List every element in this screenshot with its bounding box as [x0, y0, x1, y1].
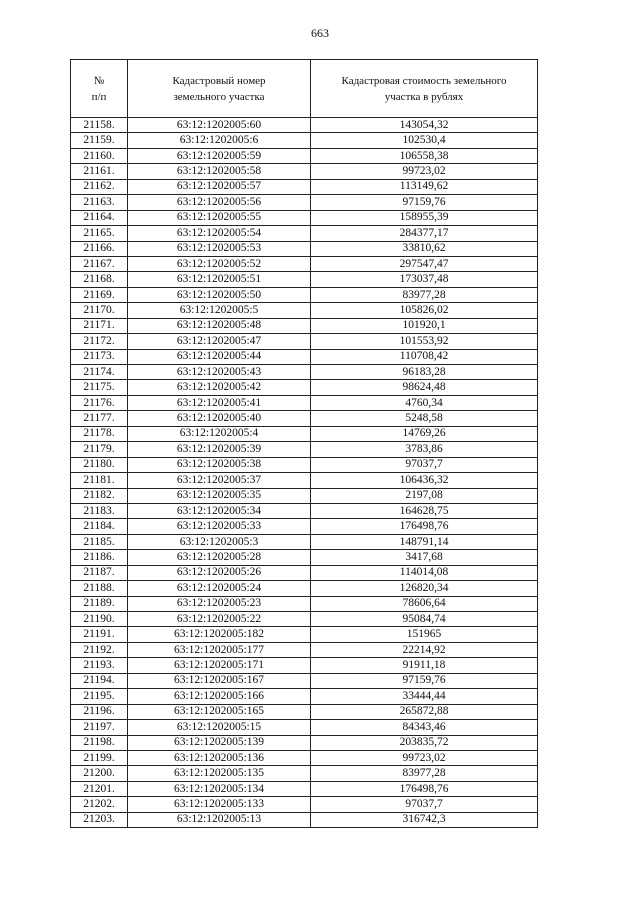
cell-cadastral-value: 173037,48 — [311, 272, 538, 287]
cell-cadastral-value: 176498,76 — [311, 781, 538, 796]
table-row — [71, 195, 538, 210]
cell-index: 21197. — [71, 720, 128, 735]
table-row — [71, 720, 538, 735]
cell-index: 21191. — [71, 627, 128, 642]
cell-cadastral-value: 113149,62 — [311, 179, 538, 194]
cell-cadastral-value: 148791,14 — [311, 534, 538, 549]
cell-cadastral-number: 63:12:1202005:40 — [128, 411, 311, 426]
cell-cadastral-number: 63:12:1202005:22 — [128, 612, 311, 627]
cell-index: 21160. — [71, 148, 128, 163]
cell-cadastral-value: 265872,88 — [311, 704, 538, 719]
cell-cadastral-value: 4760,34 — [311, 395, 538, 410]
table-row — [71, 627, 538, 642]
table-row — [71, 133, 538, 148]
cell-cadastral-number: 63:12:1202005:171 — [128, 658, 311, 673]
cell-cadastral-number: 63:12:1202005:35 — [128, 488, 311, 503]
cell-cadastral-number: 63:12:1202005:42 — [128, 380, 311, 395]
cell-index: 21173. — [71, 349, 128, 364]
table-row — [71, 164, 538, 179]
cell-index: 21179. — [71, 442, 128, 457]
cell-index: 21185. — [71, 534, 128, 549]
cell-index: 21198. — [71, 735, 128, 750]
cell-index: 21165. — [71, 226, 128, 241]
cell-index: 21200. — [71, 766, 128, 781]
cell-cadastral-number: 63:12:1202005:139 — [128, 735, 311, 750]
cell-cadastral-number: 63:12:1202005:3 — [128, 534, 311, 549]
cell-index: 21203. — [71, 812, 128, 827]
table-row — [71, 642, 538, 657]
table-row — [71, 812, 538, 827]
table-row — [71, 442, 538, 457]
table-row — [71, 426, 538, 441]
cell-cadastral-number: 63:12:1202005:58 — [128, 164, 311, 179]
cell-cadastral-number: 63:12:1202005:57 — [128, 179, 311, 194]
cell-cadastral-value: 151965 — [311, 627, 538, 642]
cell-cadastral-number: 63:12:1202005:33 — [128, 519, 311, 534]
cell-cadastral-number: 63:12:1202005:165 — [128, 704, 311, 719]
table-row — [71, 565, 538, 580]
cell-index: 21187. — [71, 565, 128, 580]
cell-cadastral-value: 101553,92 — [311, 334, 538, 349]
cadastral-table — [70, 59, 538, 828]
table-row — [71, 596, 538, 611]
cell-index: 21178. — [71, 426, 128, 441]
cell-index: 21192. — [71, 642, 128, 657]
cell-cadastral-value: 158955,39 — [311, 210, 538, 225]
table-row — [71, 658, 538, 673]
cell-cadastral-number: 63:12:1202005:60 — [128, 118, 311, 133]
table-row — [71, 673, 538, 688]
cell-cadastral-value: 126820,34 — [311, 581, 538, 596]
cell-cadastral-number: 63:12:1202005:47 — [128, 334, 311, 349]
table-row — [71, 781, 538, 796]
header-index: № п/п — [71, 60, 128, 118]
header-cadastral-number: Кадастровый номер земельного участка — [128, 60, 311, 118]
cell-index: 21184. — [71, 519, 128, 534]
cell-cadastral-number: 63:12:1202005:38 — [128, 457, 311, 472]
cell-cadastral-value: 2197,08 — [311, 488, 538, 503]
cell-index: 21172. — [71, 334, 128, 349]
cell-cadastral-number: 63:12:1202005:44 — [128, 349, 311, 364]
cell-index: 21188. — [71, 581, 128, 596]
cell-cadastral-value: 95084,74 — [311, 612, 538, 627]
cell-cadastral-value: 98624,48 — [311, 380, 538, 395]
table-row — [71, 473, 538, 488]
cell-cadastral-number: 63:12:1202005:56 — [128, 195, 311, 210]
table-row — [71, 365, 538, 380]
cell-cadastral-value: 297547,47 — [311, 256, 538, 271]
table-row — [71, 272, 538, 287]
cell-cadastral-number: 63:12:1202005:39 — [128, 442, 311, 457]
cell-cadastral-value: 33444,44 — [311, 689, 538, 704]
cell-index: 21170. — [71, 303, 128, 318]
cell-index: 21161. — [71, 164, 128, 179]
table-row — [71, 334, 538, 349]
cell-cadastral-number: 63:12:1202005:135 — [128, 766, 311, 781]
cell-cadastral-value: 99723,02 — [311, 750, 538, 765]
table-row — [71, 287, 538, 302]
table-row — [71, 349, 538, 364]
table-row — [71, 179, 538, 194]
cell-cadastral-number: 63:12:1202005:177 — [128, 642, 311, 657]
cell-cadastral-number: 63:12:1202005:52 — [128, 256, 311, 271]
table-row — [71, 226, 538, 241]
cell-cadastral-value: 97159,76 — [311, 673, 538, 688]
cell-cadastral-value: 91911,18 — [311, 658, 538, 673]
table-row — [71, 704, 538, 719]
table-row — [71, 735, 538, 750]
table-row — [71, 148, 538, 163]
cell-cadastral-value: 3417,68 — [311, 550, 538, 565]
cell-cadastral-value: 102530,4 — [311, 133, 538, 148]
cell-cadastral-number: 63:12:1202005:48 — [128, 318, 311, 333]
cell-cadastral-number: 63:12:1202005:59 — [128, 148, 311, 163]
cell-index: 21190. — [71, 612, 128, 627]
cell-index: 21199. — [71, 750, 128, 765]
cell-cadastral-number: 63:12:1202005:51 — [128, 272, 311, 287]
cell-index: 21180. — [71, 457, 128, 472]
page-number: 663 — [311, 26, 329, 40]
table-row — [71, 118, 538, 133]
cell-cadastral-number: 63:12:1202005:24 — [128, 581, 311, 596]
cell-cadastral-number: 63:12:1202005:134 — [128, 781, 311, 796]
cell-cadastral-value: 114014,08 — [311, 565, 538, 580]
table-row — [71, 766, 538, 781]
cell-index: 21175. — [71, 380, 128, 395]
cell-cadastral-value: 78606,64 — [311, 596, 538, 611]
cell-cadastral-value: 83977,28 — [311, 766, 538, 781]
cell-cadastral-number: 63:12:1202005:13 — [128, 812, 311, 827]
table-header — [71, 60, 538, 118]
cell-cadastral-number: 63:12:1202005:136 — [128, 750, 311, 765]
cell-index: 21182. — [71, 488, 128, 503]
cell-cadastral-number: 63:12:1202005:133 — [128, 797, 311, 812]
cell-cadastral-number: 63:12:1202005:50 — [128, 287, 311, 302]
table-row — [71, 612, 538, 627]
table-row — [71, 750, 538, 765]
cell-cadastral-number: 63:12:1202005:37 — [128, 473, 311, 488]
cell-cadastral-value: 96183,28 — [311, 365, 538, 380]
table-row — [71, 519, 538, 534]
table-row — [71, 210, 538, 225]
table-row — [71, 581, 538, 596]
cell-cadastral-value: 5248,58 — [311, 411, 538, 426]
cell-index: 21168. — [71, 272, 128, 287]
table-row — [71, 256, 538, 271]
cell-cadastral-value: 316742,3 — [311, 812, 538, 827]
cell-cadastral-number: 63:12:1202005:53 — [128, 241, 311, 256]
cell-cadastral-value: 3783,86 — [311, 442, 538, 457]
cell-cadastral-value: 105826,02 — [311, 303, 538, 318]
cell-index: 21193. — [71, 658, 128, 673]
header-cadastral-value: Кадастровая стоимость земельного участка в рублях — [311, 60, 538, 118]
cell-index: 21202. — [71, 797, 128, 812]
table-row — [71, 534, 538, 549]
cell-index: 21196. — [71, 704, 128, 719]
cell-index: 21167. — [71, 256, 128, 271]
table-row — [71, 797, 538, 812]
cell-cadastral-value: 97037,7 — [311, 797, 538, 812]
cell-cadastral-number: 63:12:1202005:23 — [128, 596, 311, 611]
cell-index: 21201. — [71, 781, 128, 796]
cell-cadastral-value: 14769,26 — [311, 426, 538, 441]
table-row — [71, 380, 538, 395]
cell-cadastral-value: 83977,28 — [311, 287, 538, 302]
table-row — [71, 395, 538, 410]
cell-cadastral-value: 33810,62 — [311, 241, 538, 256]
cell-cadastral-number: 63:12:1202005:5 — [128, 303, 311, 318]
cell-cadastral-value: 164628,75 — [311, 503, 538, 518]
cell-index: 21166. — [71, 241, 128, 256]
cell-cadastral-number: 63:12:1202005:26 — [128, 565, 311, 580]
table-row — [71, 689, 538, 704]
cell-index: 21176. — [71, 395, 128, 410]
cell-cadastral-value: 97159,76 — [311, 195, 538, 210]
cell-index: 21169. — [71, 287, 128, 302]
cell-index: 21174. — [71, 365, 128, 380]
cell-index: 21177. — [71, 411, 128, 426]
cell-cadastral-number: 63:12:1202005:4 — [128, 426, 311, 441]
table-row — [71, 457, 538, 472]
cell-cadastral-value: 176498,76 — [311, 519, 538, 534]
cell-index: 21171. — [71, 318, 128, 333]
cell-cadastral-number: 63:12:1202005:54 — [128, 226, 311, 241]
cell-index: 21181. — [71, 473, 128, 488]
cell-cadastral-number: 63:12:1202005:182 — [128, 627, 311, 642]
table-row — [71, 550, 538, 565]
cell-index: 21189. — [71, 596, 128, 611]
cell-cadastral-value: 99723,02 — [311, 164, 538, 179]
cell-cadastral-number: 63:12:1202005:28 — [128, 550, 311, 565]
cell-cadastral-number: 63:12:1202005:166 — [128, 689, 311, 704]
cell-cadastral-number: 63:12:1202005:6 — [128, 133, 311, 148]
cell-cadastral-value: 106436,32 — [311, 473, 538, 488]
cell-index: 21158. — [71, 118, 128, 133]
cell-cadastral-number: 63:12:1202005:55 — [128, 210, 311, 225]
table-row — [71, 411, 538, 426]
table-row — [71, 303, 538, 318]
cell-cadastral-value: 97037,7 — [311, 457, 538, 472]
cell-cadastral-value: 106558,38 — [311, 148, 538, 163]
table-row — [71, 488, 538, 503]
cell-cadastral-number: 63:12:1202005:43 — [128, 365, 311, 380]
cell-cadastral-value: 22214,92 — [311, 642, 538, 657]
cell-index: 21183. — [71, 503, 128, 518]
cell-cadastral-number: 63:12:1202005:34 — [128, 503, 311, 518]
cell-cadastral-value: 203835,72 — [311, 735, 538, 750]
cell-index: 21195. — [71, 689, 128, 704]
cell-index: 21163. — [71, 195, 128, 210]
cell-index: 21186. — [71, 550, 128, 565]
table-row — [71, 318, 538, 333]
cell-index: 21194. — [71, 673, 128, 688]
cell-cadastral-value: 143054,32 — [311, 118, 538, 133]
cell-cadastral-number: 63:12:1202005:167 — [128, 673, 311, 688]
cell-index: 21164. — [71, 210, 128, 225]
cell-cadastral-number: 63:12:1202005:41 — [128, 395, 311, 410]
table-row — [71, 503, 538, 518]
table-row — [71, 241, 538, 256]
cell-cadastral-value: 284377,17 — [311, 226, 538, 241]
cell-cadastral-value: 101920,1 — [311, 318, 538, 333]
cell-index: 21159. — [71, 133, 128, 148]
header-row — [71, 60, 538, 118]
cell-cadastral-value: 84343,46 — [311, 720, 538, 735]
cell-cadastral-value: 110708,42 — [311, 349, 538, 364]
cell-cadastral-number: 63:12:1202005:15 — [128, 720, 311, 735]
cell-index: 21162. — [71, 179, 128, 194]
table-body — [71, 118, 538, 828]
